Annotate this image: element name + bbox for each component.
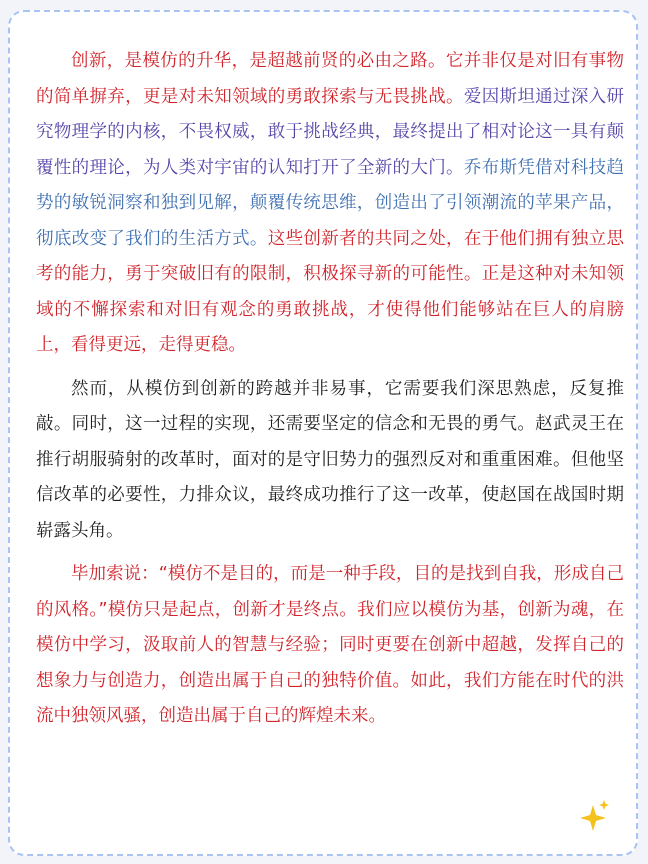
paragraph-innovation (36, 44, 624, 364)
paragraph-picasso: 毕加索说：“模仿不是目的，而是一种手段，目的是找到自我，形成自己的风格。”模仿只是起点，创新才是终点。我们应以模仿为基，创新为魂，在模仿中学习，汲取前人的智慧与经验；同时更要在创新中超越，发挥自己的想象力与创造力，创造出属于自己的独特价值。如此，我们方能在时代的洪流中独领风骚，创造出属于自己的辉煌未来。 (36, 564, 624, 726)
intro-sentence: 创新，是模仿的升华，是超越前贤的必由之路。它并非仅是对旧有事物的简单摒弃，更是对未知领域的勇敢探索与无畏挑战。 (36, 51, 624, 107)
einstein-example: 爱因斯坦通过深入研究物理学的内核，不畏权威，敢于挑战经典，最终提出了相对论这一具有颠覆性的理论，为人类对宇宙的认知打开了全新的大门。 (36, 86, 624, 178)
jobs-example: 乔布斯凭借对科技趋势的敏锐洞察和独到见解，颠覆传统思维，创造出了引领潮流的苹果产品，彻底改变了我们的生活方式。 (36, 157, 624, 249)
sparkle-icon (580, 800, 610, 834)
article-body (36, 44, 624, 743)
paragraph-challenge: 然而，从模仿到创新的跨越并非易事，它需要我们深思熟虑，反复推敲。同时，这一过程的实现，还需要坚定的信念和无畏的勇气。赵武灵王在推行胡服骑射的改革时，面对的是守旧势力的强烈反对和重重困难。但他坚信改革的必要性，力排众议，最终成功推行了这一改革，使赵国在战国时期崭露头角。 (36, 378, 624, 541)
innovators-summary: 这些创新者的共同之处，在于他们拥有独立思考的能力，勇于突破旧有的限制，积极探寻新的可能性。正是这种对未知领域的不懈探索和对旧有观念的勇敢挑战，才使得他们能够站在巨人的肩膀上，看得更远，走得更稳。 (36, 228, 624, 355)
article-card (8, 10, 638, 856)
